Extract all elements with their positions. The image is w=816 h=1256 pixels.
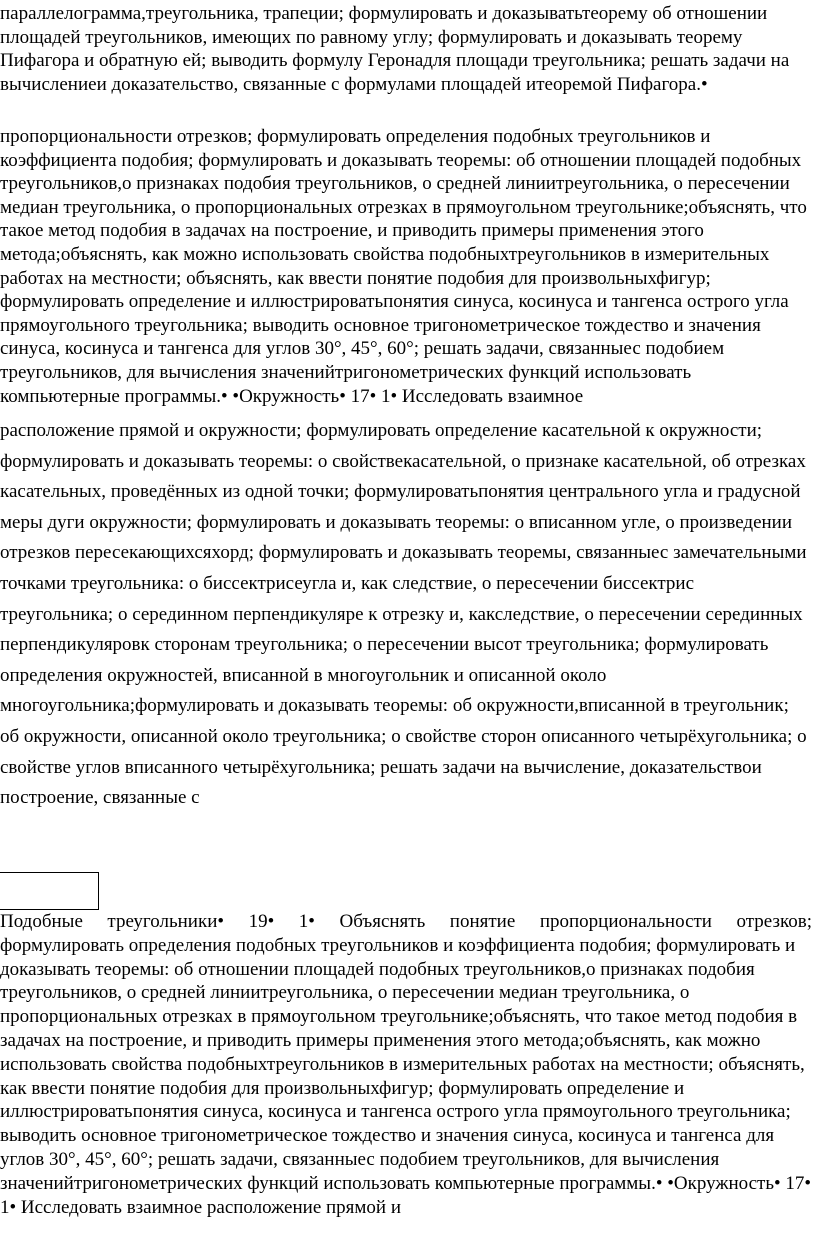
paragraph-similar-triangles — [0, 910, 812, 1219]
paragraph-areas: параллелограмма,треугольника, трапеции; формулировать и доказыватьтеорему об отношении площадей треугольников, имеющих по равному углу; формулировать и доказывать теорему Пифагора и обратную ей; выводить формулу Геронадля площади треугольника; решать задачи на вычислениеи доказательство, связанные с формулами площадей итеоремой Пифагора.• — [0, 3, 790, 95]
paragraph-rest: формулировать определения подобных треугольников и коэффициента подобия; формулировать и доказывать теоремы: об отношении площадей подобных треугольников,о признаках подобия треугольников, о средней линиитреугольника, о пересечении медиан треугольника, о пропорциональных отрезках в прямоугольном треугольнике;объяснять, что такое метод подобия в задачах на построение, и приводить примеры применения этого метода;объяснять, как можно использовать свойства подобныхтреугольников в измерительных работах на местности; объяснять, как ввести понятие подобия для произвольныхфигур; формулировать определение и иллюстрироватьпонятия синуса, косинуса и тангенса острого угла прямоугольного треугольника; выводить основное тригонометрическое тождество и значения синуса, косинуса и тангенса для углов 30°, 45°, 60°; решать задачи, связанныес подобием треугольников, для вычисления значенийтригонометрических функций использовать компьютерные программы.• •Окружность• 17• 1• Исследовать взаимное расположение прямой и — [0, 934, 812, 1218]
empty-table-cell — [0, 872, 99, 910]
paragraph-first-line: Подобные треугольники• 19• 1• Объяснять понятие пропорциональности отрезков; — [0, 911, 812, 932]
paragraph-circle: расположение прямой и окружности; формулировать определение касательной к окружности; формулировать и доказывать теоремы: о свойствекасательной, о признаке касательной, об отрезках касательных, проведённых из одной точки; формулироватьпонятия центрального угла и градусной меры дуги окружности; формулировать и доказывать теоремы: о вписанном угле, о произведении отрезков пересекающихсяхорд; формулировать и доказывать теоремы, связанныес замечательными точками треугольника: о биссектрисеугла и, как следствие, о пересечении биссектрис треугольника; о серединном перпендикуляре к отрезку и, какследствие, о пересечении серединных перпендикуляровк сторонам треугольника; о пересечении высот треугольника; формулировать определения окружностей, вписанной в многоугольник и описанной около многоугольника;формулировать и доказывать теоремы: об окружности,вписанной в треугольник; об окружности, описанной около треугольника; о свойстве сторон описанного четырёхугольника; о свойстве углов вписанного четырёхугольника; решать задачи на вычисление, доказательствои построение, связанные с — [0, 420, 807, 809]
paragraph-similarity: пропорциональности отрезков; формулировать определения подобных треугольников и коэффициента подобия; формулировать и доказывать теоремы: об отношении площадей подобных треугольников,о признаках подобия треугольников, о средней линиитреугольника, о пересечении медиан треугольника, о пропорциональных отрезках в прямоугольном треугольнике;объяснять, что такое метод подобия в задачах на построение, и приводить примеры применения этого метода;объяснять, как можно использовать свойства подобныхтреугольников в измерительных работах на местности; объяснять, как ввести понятие подобия для произвольныхфигур; формулировать определение и иллюстрироватьпонятия синуса, косинуса и тангенса острого угла прямоугольного треугольника; выводить основное тригонометрическое тождество и значения синуса, косинуса и тангенса для углов 30°, 45°, 60°; решать задачи, связанныес подобием треугольников, для вычисления значенийтригонометрических функций использовать компьютерные программы.• •Окружность• 17• 1• Исследовать взаимное — [0, 126, 807, 407]
